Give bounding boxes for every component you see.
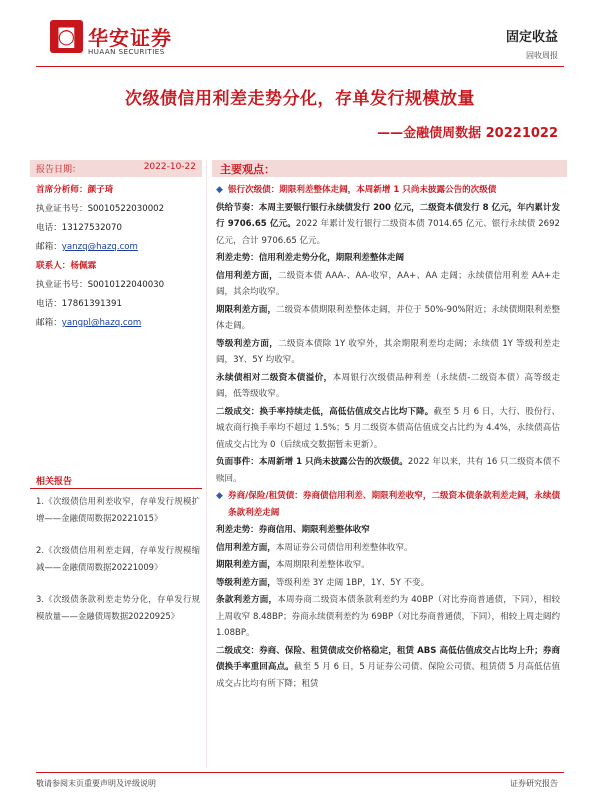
key-points-bar xyxy=(212,160,567,177)
related-reports-divider xyxy=(30,488,202,489)
paragraph: 信用利差方面，二级资本债 AAA-、AA-收窄，AA+、AA 走阔；永续债信用利差 AA+走阔，其余均收窄。 xyxy=(216,270,560,297)
analyst-2-phone: 电话：17861391391 xyxy=(36,299,122,309)
column-separator xyxy=(206,160,207,768)
footer-divider xyxy=(36,772,564,773)
report-category: 固定收益 xyxy=(505,30,558,45)
footer-brand: 证券研究报告 xyxy=(510,779,558,788)
key-points-body xyxy=(216,182,560,693)
paragraph: 供给节奏：本周主要银行银行永续债发行 200 亿元，二级资本债发行 8 亿元，年内累计发行 9706.65 亿元。2022 年累计发行银行二级资本债 7014.65 亿元、银行永续债 2692 亿元，合计 9706.65 亿元。 xyxy=(216,202,560,246)
paragraph: 负面事件：本周新增 1 只尚未披露公告的次级债。2022 年以来，共有 16 只二级资本债不赎回。 xyxy=(216,457,560,484)
report-date-label: 报告日期： xyxy=(36,165,82,175)
paragraph: 利差走势：信用利差走势分化，期限利差整体走阔 xyxy=(216,253,405,263)
footer-disclaimer: 敬请参阅末页重要声明及评级说明 xyxy=(36,779,156,788)
paragraph: 二级成交：券商、保险、租赁债成交价格稳定，租赁 ABS 高低估值成交占比均上升；券商债换手率重回高点。截至 5 月 6 日，5 月证券公司债、保险公司债、租赁债 5 月高低估值成交占比均有所下降；租赁 xyxy=(216,645,560,689)
section-bullet-heading: ◆ 银行次级债：期限利差整体走阔，本周新增 1 只尚未披露公告的次级债 xyxy=(216,182,560,199)
analyst-1-email-link[interactable]: yanzq@hazq.com xyxy=(61,242,138,252)
paragraph: 期限利差方面，本周期限利差整体收窄。 xyxy=(216,560,370,570)
analyst-2-role: 联系人：杨佩霖 xyxy=(36,261,97,271)
analyst-1-name: 颜子琦 xyxy=(87,185,114,195)
paragraph: 等级利差方面，二级资本债除 1Y 收窄外，其余期限利差均走阔；永续债 1Y 等级利差走阔，3Y、5Y 均收窄。 xyxy=(216,338,561,365)
analyst-1-role: 首席分析师：颜子琦 xyxy=(36,185,114,195)
bullet-diamond-icon: ◆ xyxy=(216,491,223,501)
paragraph: 等级利差方面，等级利差 3Y 走阔 1BP，1Y、5Y 不变。 xyxy=(216,577,430,588)
analyst-1-email: 邮箱：yanzq@hazq.com xyxy=(36,242,138,252)
paragraph: 二级成交：换手率持续走低，高低估值成交占比均下降。截至 5 月 6 日，大行、股份行、城农商行换手率均不超过 1.5%；5 月二级资本债高估值成交占比约为 4.4%，永续债高估值成交占比为 0（后续成交数据暂未更新）。 xyxy=(216,406,560,450)
report-title: 次级债信用利差走势分化，存单发行规模放量 xyxy=(125,89,475,109)
paragraph: 期限利差方面，二级资本债期限利差整体走阔，并位于 50%-90%附近；永续债期限利差整体走阔。 xyxy=(216,304,561,331)
company-logo-mark xyxy=(50,20,83,53)
analyst-2-email-link[interactable]: yangpl@hazq.com xyxy=(61,318,142,328)
paragraph: 利差走势：券商信用、期限利差整体收窄 xyxy=(216,525,370,535)
report-date-bar xyxy=(30,160,202,177)
company-logo-text: 华安证券 xyxy=(88,26,172,50)
related-reports-heading: 相关报告 xyxy=(36,477,73,487)
related-report-item[interactable]: 1.《次级债信用利差收窄，存单发行规模扩增——金融债周数据20221015》 xyxy=(36,496,200,523)
key-points-heading: 主要观点： xyxy=(220,163,275,176)
paragraph: 条款利差方面，本周券商二级资本债条款利差约为 40BP（对比券商普通债，下同），相较上周收窄 8.48BP；券商永续债利差约为 69BP（对比券商普通债，下同），相较上周走阔约 1.08BP。 xyxy=(216,595,560,638)
paragraph: 信用利差方面，本周证券公司债信用利差整体收窄。 xyxy=(216,542,413,553)
bullet-diamond-icon: ◆ xyxy=(216,185,223,195)
logo-seal-glyph: ◙ xyxy=(56,24,77,48)
paragraph: 永续债相对二级资本债溢价，本周银行次级债品种利差（永续债-二级资本债）高等级走阔，低等级收窄。 xyxy=(216,372,561,399)
analyst-1-cert: 执业证书号：S0010522030002 xyxy=(36,204,165,214)
section-bullet-heading: ◆ 券商/保险/租赁债：券商债信用利差、期限利差收窄，二级资本债条款利差走阔，永续债条款利差走阔 xyxy=(216,488,560,521)
related-report-item[interactable]: 2.《次级债信用利差走阔，存单发行规模缩减——金融债周数据20221009》 xyxy=(36,545,200,572)
analyst-2-name: 杨佩霖 xyxy=(70,261,97,271)
company-logo-english: HUAAN SECURITIES xyxy=(88,48,165,56)
report-subtitle: ——金融债周数据 20221022 xyxy=(377,126,558,141)
report-date-value: 2022-10-22 xyxy=(143,162,196,172)
header-divider xyxy=(36,66,564,67)
analyst-2-cert: 执业证书号：S0010122040030 xyxy=(36,280,165,290)
related-report-item[interactable]: 3.《次级债条款利差走势分化，存单发行规模放量——金融债周数据20220925》 xyxy=(36,594,200,621)
report-type: 固收周报 xyxy=(526,51,558,60)
analyst-1-phone: 电话：13127532070 xyxy=(36,223,122,233)
analyst-2-email: 邮箱：yangpl@hazq.com xyxy=(36,318,142,328)
